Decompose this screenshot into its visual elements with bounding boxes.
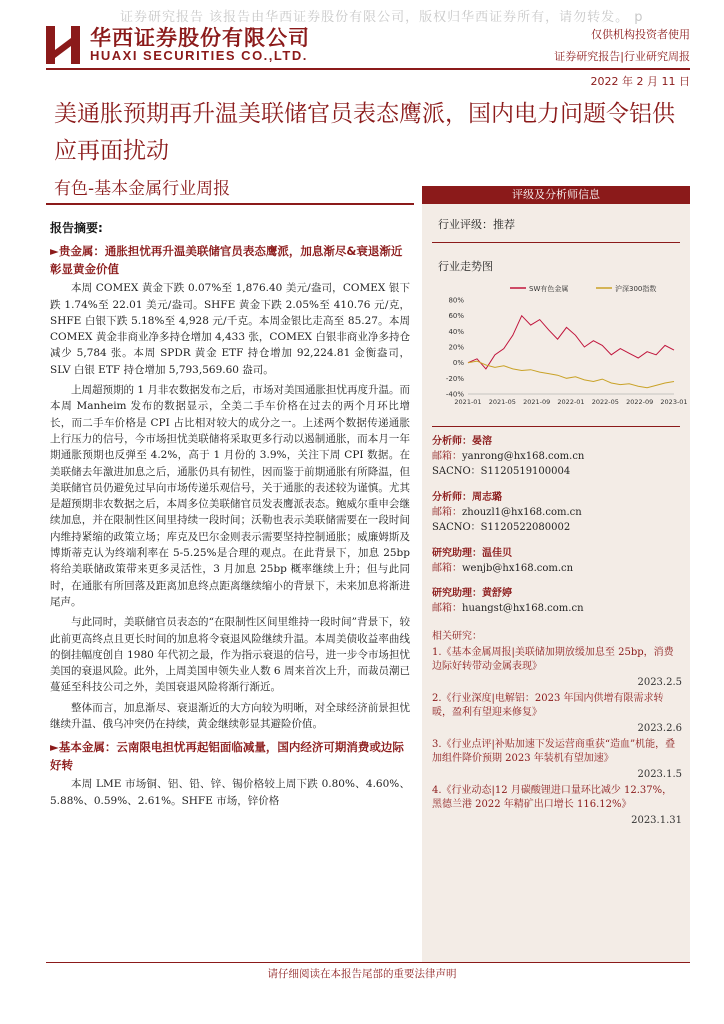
related-date: 2023.2.6 [637, 723, 682, 734]
related-date: 2023.2.5 [637, 677, 682, 688]
summary-paragraph: 本周 COMEX 黄金下跌 0.07%至 1,876.40 美元/盎司，COMEX 银下跌 1.74%至 22.01 美元/盎司。SHFE 黄金下跌 2.05%至 410.76 元/克，SHFE 白银下跌 5.18%至 4,928 元/千克。本周金银比走高至 85.27。本周 COMEX 黄金非商业净多持仓增加 4,433 张，COMEX 白银非商业净多持仓减少 5,784 张。本周 SPDR 黄金 ETF 持仓增加 92,224.81 金衡盎司，SLV 白银 ETF 持仓增加 5,793,569.60 盎司。 [50, 282, 410, 376]
base-metals-heading: ►基本金属：云南限电担忧再起铝面临减量，国内经济可期消费或边际好转 [50, 740, 404, 773]
series-line-csi300 [468, 361, 674, 388]
related-item[interactable]: 3.《行业点评|补贴加速下发运营商重获“造血”机能，叠加组件降价预期 2023 年装机有望加速》 [432, 739, 676, 764]
panel-header: 评级及分析师信息 [422, 186, 690, 204]
y-tick-label: 80% [448, 296, 464, 305]
subtitle-divider [46, 203, 414, 205]
analyst-block [432, 434, 584, 479]
x-tick-label: 2023-01 [660, 398, 688, 406]
summary-column [50, 220, 410, 813]
email-label: 邮箱： [432, 451, 462, 462]
report-date: 2022 年 2 月 11 日 [590, 75, 690, 88]
y-tick-label: 0% [452, 359, 464, 368]
analyst-role: 分析师：晏溶 [432, 436, 492, 447]
legend-label: 沪深300指数 [615, 285, 657, 293]
summary-paragraph: 上周超预期的 1 月非农数据发布之后，市场对美国通胀担忧再度升温。而本周 Manheim 发布的数据显示，全美二手车价格在过去的两个月环比增长，而二手车价格是 CPI 占比相对较大的成分之一。上述两个数据传递通胀上行压力的信号，今市场担忧美联储将采取更多行动以遏制通胀，而本月一年期通胀预期也反弹至 4.2%，高于 1 月份的 3.9%，关注下周 CPI 数据。在美联储去年激进加息之后，通胀仍具有韧性，因而鉴于前期通胀有所降温，但美联储官员仍避免过早向市场传递乐观信号，关于通胀的表述较为谨慎。尤其是超预期非农数据之后，本周多位美联储官员发表鹰派表态。鲍威尔重申会继续加息，并在限制性区间里持续一段时间；沃勒也表示美联储需要在一段时间内维持紧缩的政策立场；库克及巴尔金则表示需要坚持控制通胀；威廉姆斯及博斯蒂克认为终端利率在 5-5.25%是合理的观点。在此背景下，加息 25bp 将给美联储政策带来更多灵活性，3 月加息 25bp 概率继续上升；但与此同时，在通胀有所回落及距离加息终点距离继续缩小的背景下，未来加息将渐进尾声。 [50, 384, 410, 608]
y-tick-label: -20% [445, 374, 464, 383]
x-tick-label: 2022-09 [626, 398, 654, 406]
header-divider [46, 68, 690, 70]
assistant-block [432, 586, 584, 616]
assistant-role: 研究助理：黄舒婷 [432, 588, 512, 599]
related-item[interactable]: 2.《行业深度|电解铝：2023 年国内供增有限需求转暖，盈利有望迎来修复》 [432, 693, 664, 718]
analyst-email[interactable]: zhouzl1@hx168.com.cn [462, 507, 582, 518]
series-line-sw-nonferrous [468, 316, 674, 369]
y-tick-label: 40% [448, 327, 464, 336]
summary-paragraph: 整体而言，加息渐尽、衰退渐近的大方向较为明晰，对全球经济前景担忧继续升温、俄乌冲突仍在持续，黄金继续彰显其避险价值。 [50, 701, 410, 731]
report-type-tag: 证券研究报告|行业研究周报 [554, 50, 690, 63]
watermark: 证券研究报告 该报告由华西证券股份有限公司，版权归华西证券所有，请勿转发。 p [120, 10, 644, 25]
assistant-email[interactable]: wenjb@hx168.com.cn [462, 563, 574, 574]
assistant-block [432, 546, 573, 576]
y-tick-label: 60% [448, 312, 464, 321]
report-subtitle: 有色-基本金属行业周报 [54, 179, 231, 199]
related-date: 2023.1.31 [631, 815, 682, 826]
email-label: 邮箱： [432, 507, 462, 518]
brand-name-cn: 华西证券股份有限公司 [90, 26, 310, 50]
y-tick-label: -40% [445, 390, 464, 399]
brand-name-en: HUAXI SECURITIES CO.,LTD. [90, 48, 308, 63]
y-tick-label: 20% [448, 343, 464, 352]
x-tick-label: 2021-01 [454, 398, 482, 406]
x-tick-label: 2021-09 [523, 398, 551, 406]
x-tick-label: 2022-01 [557, 398, 585, 406]
industry-trend-chart [430, 276, 688, 416]
email-label: 邮箱： [432, 603, 462, 614]
huaxi-logo-icon [46, 26, 80, 64]
x-tick-label: 2021-05 [488, 398, 516, 406]
summary-heading: 报告摘要: [50, 221, 103, 235]
summary-paragraph: 本周 LME 市场铜、铝、铅、锌、锡价格较上周下跌 0.80%、4.60%、5.88%、0.59%、2.61%。SHFE 市场，锌价格 [50, 778, 410, 807]
related-date: 2023.1.5 [637, 769, 682, 780]
footer-disclaimer[interactable]: 请仔细阅读在本报告尾部的重要法律声明 [267, 968, 457, 980]
audience-tag: 仅供机构投资者使用 [591, 28, 690, 41]
related-item[interactable]: 4.《行业动态|12 月碳酸锂进口量环比减少 12.37%，黑德兰港 2022 年精矿出口增长 116.12%》 [432, 785, 673, 810]
summary-paragraph: 与此同时，美联储官员表态的“在限制性区间里维持一段时间”背景下，较此前更高终点且更长时间的加息将令衰退风险继续升温。本周美债收益率曲线的倒挂幅度创自 1980 年代初之最，作为指示衰退的信号，进一步令市场担忧美国的衰退风险。此外，上周美国申领失业人数 6 周来首次上升，而裁员潮已蔓延至科技公司之外，美国衰退风险将渐行渐近。 [50, 616, 410, 694]
legend-label: SW有色金属 [529, 285, 569, 293]
email-label: 邮箱： [432, 563, 462, 574]
related-heading: 相关研究： [432, 631, 482, 642]
analyst-block [432, 490, 582, 535]
analyst-role: 分析师：周志璐 [432, 492, 502, 503]
industry-rating: 行业评级：推荐 [438, 218, 515, 231]
footer-divider [46, 962, 690, 963]
related-research [432, 630, 682, 828]
precious-metals-heading: ►贵金属：通胀担忧再升温美联储官员表态鹰派，加息渐尽&衰退渐近彰显黄金价值 [50, 244, 403, 277]
x-tick-label: 2022-05 [591, 398, 619, 406]
analyst-sac: SACNO：S1120519100004 [432, 466, 571, 477]
assistant-email[interactable]: huangst@hx168.com.cn [462, 603, 584, 614]
panel-divider [432, 426, 680, 427]
related-item[interactable]: 1.《基本金属周报|美联储加期放缓加息至 25bp，消费边际好转带动金属表现》 [432, 647, 674, 672]
rating-panel [422, 186, 690, 962]
analyst-email[interactable]: yanrong@hx168.com.cn [462, 451, 585, 462]
chart-label: 行业走势图 [438, 260, 493, 273]
analyst-sac: SACNO：S1120522080002 [432, 522, 571, 533]
assistant-role: 研究助理：温佳贝 [432, 548, 512, 559]
report-title: 美通胀预期再升温美联储官员表态鹰派，国内电力问题令铝供应再面扰动 [54, 101, 675, 164]
panel-divider [432, 242, 680, 243]
